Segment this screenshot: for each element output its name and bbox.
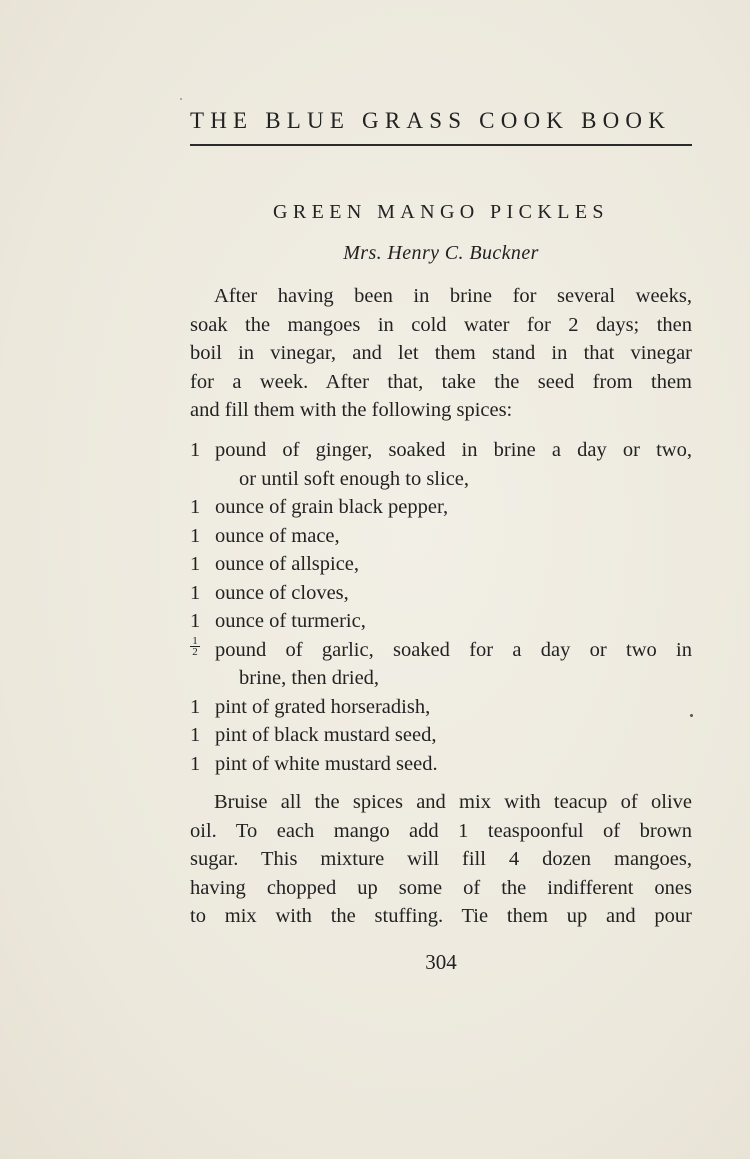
ingredient-text: pint of grated horseradish, <box>215 695 431 718</box>
ingredient-text: pint of white mustard seed. <box>215 752 438 775</box>
ingredient-quantity: 1 <box>190 581 201 604</box>
ingredient-quantity <box>190 636 210 666</box>
closing-line: having chopped up some of the indifferent ones <box>190 876 692 899</box>
ingredient-text: ounce of turmeric, <box>215 610 366 632</box>
ingredient-item <box>190 750 692 779</box>
header-rule <box>190 144 692 146</box>
ingredient-item <box>190 493 692 522</box>
ingredient-text: pound of garlic, soaked for a day or two in <box>215 638 692 661</box>
recipe-attribution: Mrs. Henry C. Buckner <box>343 242 539 264</box>
fraction-one-half: $\frac{1}{2}$ <box>190 636 200 657</box>
intro-line: After having been in brine for several weeks, <box>214 285 692 307</box>
closing-paragraph <box>190 788 692 931</box>
ingredient-quantity: 1 <box>190 695 201 718</box>
ingredient-item <box>190 721 692 750</box>
closing-line: sugar. This mixture will fill 4 dozen mangoes, <box>190 848 692 870</box>
ingredient-quantity: 1 <box>190 553 201 575</box>
ingredient-quantity: 1 <box>190 752 201 775</box>
page-number: 304 <box>425 950 457 974</box>
running-header: THE BLUE GRASS COOK BOOK <box>190 108 672 133</box>
ingredient-item <box>190 607 692 636</box>
intro-paragraph <box>190 282 692 425</box>
intro-line: for a week. After that, take the seed from them <box>190 370 692 393</box>
closing-line: Bruise all the spices and mix with teacup of olive <box>214 791 692 813</box>
ingredient-quantity: 1 <box>190 496 201 518</box>
intro-line: soak the mangoes in cold water for 2 days; then <box>190 313 692 336</box>
intro-line: and fill them with the following spices: <box>190 399 513 421</box>
ingredient-text: ounce of cloves, <box>215 581 349 604</box>
ingredient-text: brine, then dried, <box>239 667 380 689</box>
ingredient-item <box>190 579 692 608</box>
paper-speck <box>180 98 182 100</box>
ingredient-list <box>190 436 692 778</box>
ingredient-quantity: 1 <box>190 724 201 746</box>
ingredient-item <box>190 636 692 693</box>
intro-line: boil in vinegar, and let them stand in that vinegar <box>190 342 692 364</box>
ingredient-item <box>190 550 692 579</box>
closing-line: to mix with the stuffing. Tie them up and pour <box>190 905 692 927</box>
ingredient-quantity: 1 <box>190 524 201 547</box>
ingredient-text: or until soft enough to slice, <box>239 467 470 490</box>
ingredient-text: ounce of allspice, <box>215 553 360 575</box>
paper-speck <box>690 714 693 717</box>
ingredient-item <box>190 522 692 551</box>
ingredient-text: pint of black mustard seed, <box>215 724 437 746</box>
ingredient-item <box>190 436 692 493</box>
closing-line: oil. To each mango add 1 teaspoonful of brown <box>190 819 692 842</box>
ingredient-text: ounce of grain black pepper, <box>215 496 449 518</box>
ingredient-item <box>190 693 692 722</box>
recipe-title: GREEN MANGO PICKLES <box>273 201 609 223</box>
ingredient-text: ounce of mace, <box>215 524 340 547</box>
ingredient-quantity: 1 <box>190 439 201 461</box>
ingredient-quantity: 1 <box>190 610 201 632</box>
ingredient-text: pound of ginger, soaked in brine a day or two, <box>215 439 692 461</box>
